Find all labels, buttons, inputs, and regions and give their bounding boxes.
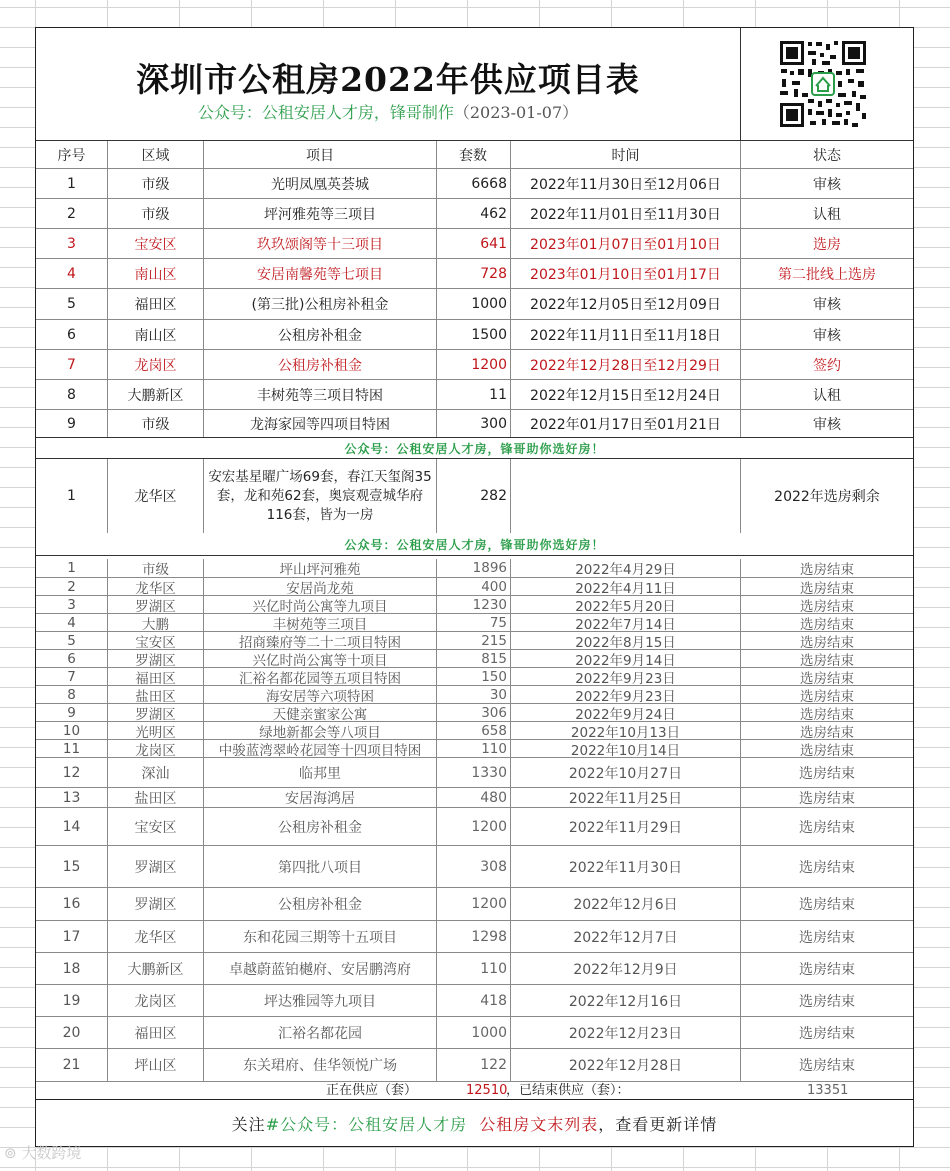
table-row bbox=[36, 577, 913, 595]
cell-area: 大鹏新区 bbox=[107, 380, 203, 409]
subtitle-account: 公众号：公租安居人才房，锋哥制作 bbox=[197, 103, 454, 122]
header-cell-project: 项目 bbox=[203, 141, 436, 168]
table-row bbox=[36, 984, 913, 1016]
cell-project: 兴亿时尚公寓等九项目 bbox=[203, 596, 436, 613]
cell-area: 市级 bbox=[107, 559, 203, 577]
cell-time: 2022年11月25日 bbox=[510, 788, 740, 807]
cell-status: 选房结束 bbox=[740, 578, 913, 595]
footer-account: #公众号：公租安居人才房 bbox=[265, 1114, 468, 1134]
cell-project: 丰树苑等三项目 bbox=[203, 614, 436, 631]
cell-area: 龙岗区 bbox=[107, 985, 203, 1016]
cell-project: 东关珺府、佳华领悦广场 bbox=[203, 1049, 436, 1081]
cell-project: 安居海鸿居 bbox=[203, 788, 436, 807]
cell-no: 9 bbox=[67, 415, 76, 432]
cell-no: 9 bbox=[67, 704, 76, 721]
cell-no: 4 bbox=[67, 265, 76, 282]
cell-project: 坪河雅苑等三项目 bbox=[203, 199, 436, 228]
table-row bbox=[36, 168, 913, 198]
cell-area: 光明区 bbox=[107, 722, 203, 739]
cell-status: 选房结束 bbox=[740, 953, 913, 984]
cell-no: 3 bbox=[67, 235, 76, 252]
table-row bbox=[36, 319, 913, 349]
cell-project: 公租房补租金 bbox=[203, 808, 436, 845]
cell-no: 18 bbox=[62, 960, 81, 977]
cell-units: 6668 bbox=[436, 169, 510, 198]
cell-project: 玖玖颂阁等十三项目 bbox=[203, 229, 436, 258]
table-row bbox=[36, 595, 913, 613]
cell-status: 选房结束 bbox=[740, 632, 913, 649]
table-row bbox=[36, 228, 913, 258]
cell-time: 2022年9月23日 bbox=[510, 686, 740, 703]
supplying-value: 12510 bbox=[466, 1083, 508, 1098]
table-row bbox=[36, 787, 913, 807]
cell-area: 龙岗区 bbox=[107, 350, 203, 379]
footer-notice bbox=[36, 1099, 913, 1146]
title-area bbox=[36, 28, 740, 140]
cell-status: 审核 bbox=[740, 320, 913, 349]
cell-time: 2022年9月14日 bbox=[510, 650, 740, 667]
cell-no: 8 bbox=[67, 386, 76, 403]
cell-no: 1 bbox=[67, 175, 76, 192]
page-title: 深圳市公租房2022年供应项目表 bbox=[136, 60, 640, 99]
cell-units: 122 bbox=[436, 1049, 510, 1081]
cell-status: 选房结束 bbox=[740, 722, 913, 739]
cell-time: 2022年11月29日 bbox=[510, 808, 740, 845]
cell-area: 罗湖区 bbox=[107, 704, 203, 721]
watermark-text: 大数跨境 bbox=[21, 1144, 82, 1162]
cell-no: 11 bbox=[62, 740, 81, 757]
cell-project: 坪山坪河雅苑 bbox=[203, 559, 436, 577]
table-row bbox=[36, 703, 913, 721]
cell-status: 选房结束 bbox=[740, 668, 913, 685]
header-cell-no: 序号 bbox=[57, 147, 86, 164]
cell-time: 2022年12月7日 bbox=[510, 921, 740, 952]
header-cell-time: 时间 bbox=[510, 141, 740, 168]
cell-no: 12 bbox=[62, 764, 81, 781]
footer-prefix: 关注 bbox=[231, 1114, 266, 1134]
cell-project: 汇裕名都花园 bbox=[203, 1017, 436, 1048]
cell-time: 2022年10月13日 bbox=[510, 722, 740, 739]
cell-status: 选房结束 bbox=[740, 704, 913, 721]
cell-project: 汇裕名都花园等五项目特困 bbox=[203, 668, 436, 685]
cell-project: 安居南馨苑等七项目 bbox=[203, 259, 436, 288]
table-row bbox=[36, 757, 913, 787]
cell-units: 728 bbox=[436, 259, 510, 288]
cell-no: 5 bbox=[67, 296, 76, 312]
cell-area: 福田区 bbox=[107, 289, 203, 319]
supply-table-sheet bbox=[35, 27, 914, 1147]
cell-units: 641 bbox=[436, 229, 510, 258]
table-row bbox=[36, 1016, 913, 1048]
cell-units: 308 bbox=[436, 846, 510, 887]
cell-project: 临邦里 bbox=[203, 758, 436, 787]
cell-no: 21 bbox=[62, 1057, 81, 1073]
cell-units: 1000 bbox=[436, 289, 510, 319]
cell-status: 认租 bbox=[740, 380, 913, 409]
cell-area: 市级 bbox=[107, 410, 203, 437]
table-row bbox=[36, 845, 913, 887]
cell-status: 第二批线上选房 bbox=[740, 259, 913, 288]
table-row bbox=[36, 667, 913, 685]
table-row bbox=[36, 739, 913, 757]
banner-message: 公众号：公租安居人才房，锋哥助你选好房！ bbox=[36, 437, 913, 459]
finished-label: ，已结束供应（套）： bbox=[506, 1083, 630, 1098]
cell-units: 110 bbox=[436, 953, 510, 984]
cell-units: 75 bbox=[436, 614, 510, 631]
cell-units: 400 bbox=[436, 578, 510, 595]
cell-no: 8 bbox=[67, 686, 76, 703]
footer-list: 公租房文末列表 bbox=[479, 1114, 599, 1134]
cell-units: 815 bbox=[436, 650, 510, 667]
cell-time: 2022年9月24日 bbox=[510, 704, 740, 721]
cell-units: 30 bbox=[436, 686, 510, 703]
cell-status: 选房结束 bbox=[740, 1017, 913, 1048]
cell-project: 丰树苑等三项目特困 bbox=[203, 380, 436, 409]
cell-area: 龙华区 bbox=[107, 459, 203, 533]
cell-area: 罗湖区 bbox=[107, 650, 203, 667]
finished-value: 13351 bbox=[807, 1083, 849, 1098]
cell-status: 选房结束 bbox=[740, 559, 913, 577]
cell-project: 中骏蓝湾翠岭花园等十四项目特困 bbox=[203, 740, 436, 757]
cell-no: 3 bbox=[67, 596, 76, 613]
cell-no: 1 bbox=[67, 488, 76, 504]
cell-time: 2022年4月11日 bbox=[510, 578, 740, 595]
cell-time bbox=[510, 459, 740, 533]
cell-status: 签约 bbox=[740, 350, 913, 379]
qr-area bbox=[740, 28, 916, 140]
cell-area: 福田区 bbox=[107, 1017, 203, 1048]
cell-area: 南山区 bbox=[107, 259, 203, 288]
cell-no: 5 bbox=[67, 632, 76, 649]
cell-project: 第四批八项目 bbox=[203, 846, 436, 887]
cell-project: 招商臻府等二十二项目特困 bbox=[203, 632, 436, 649]
cell-area: 盐田区 bbox=[107, 686, 203, 703]
table-row bbox=[36, 198, 913, 228]
cell-area: 龙岗区 bbox=[107, 740, 203, 757]
cell-no: 7 bbox=[67, 668, 76, 685]
cell-project: 海安居等六项特困 bbox=[203, 686, 436, 703]
cell-status: 选房结束 bbox=[740, 921, 913, 952]
cell-status: 选房结束 bbox=[740, 1049, 913, 1081]
cell-no: 2 bbox=[67, 205, 76, 222]
cell-time: 2022年10月14日 bbox=[510, 740, 740, 757]
cell-time: 2022年11月01日至11月30日 bbox=[510, 199, 740, 228]
cell-status: 选房 bbox=[740, 229, 913, 258]
cell-area: 盐田区 bbox=[107, 788, 203, 807]
cell-time: 2023年01月10日至01月17日 bbox=[510, 259, 740, 288]
header-cell-status: 状态 bbox=[740, 141, 913, 168]
cell-units: 462 bbox=[436, 199, 510, 228]
banner-message: 公众号：公租安居人才房，锋哥助你选好房！ bbox=[36, 534, 913, 556]
cell-project: 光明凤凰英荟城 bbox=[203, 169, 436, 198]
cell-status: 选房结束 bbox=[740, 888, 913, 920]
cell-area: 龙华区 bbox=[107, 921, 203, 952]
cell-units: 300 bbox=[436, 410, 510, 437]
cell-units: 1500 bbox=[436, 320, 510, 349]
cell-status: 选房结束 bbox=[740, 596, 913, 613]
cell-units: 658 bbox=[436, 722, 510, 739]
cell-no: 4 bbox=[67, 614, 76, 631]
cell-units: 1896 bbox=[436, 559, 510, 577]
cell-time: 2022年12月28日 bbox=[510, 1049, 740, 1081]
table-row bbox=[36, 920, 913, 952]
cell-units: 1000 bbox=[436, 1017, 510, 1048]
cell-time: 2022年7月14日 bbox=[510, 614, 740, 631]
cell-no: 6 bbox=[67, 650, 76, 667]
cell-units: 215 bbox=[436, 632, 510, 649]
cell-no: 14 bbox=[62, 818, 81, 835]
footer-suffix: ，查看更新详情 bbox=[598, 1114, 718, 1134]
cell-time: 2022年12月05日至12月09日 bbox=[510, 289, 740, 319]
cell-area: 罗湖区 bbox=[107, 846, 203, 887]
cell-time: 2022年11月11日至11月18日 bbox=[510, 320, 740, 349]
table-row bbox=[36, 649, 913, 667]
header-cell-area: 区域 bbox=[107, 141, 203, 168]
cell-project: 龙海家园等四项目特困 bbox=[203, 410, 436, 437]
cell-units: 1200 bbox=[436, 808, 510, 845]
cell-project: (第三批)公租房补租金 bbox=[203, 289, 436, 319]
cell-time: 2022年8月15日 bbox=[510, 632, 740, 649]
cell-project: 东和花园三期等十五项目 bbox=[203, 921, 436, 952]
cell-area: 南山区 bbox=[107, 320, 203, 349]
cell-no: 13 bbox=[62, 789, 81, 806]
cell-units: 1200 bbox=[436, 350, 510, 379]
cell-units: 150 bbox=[436, 668, 510, 685]
page-subtitle bbox=[36, 100, 740, 123]
cell-status: 选房结束 bbox=[740, 650, 913, 667]
cell-area: 罗湖区 bbox=[107, 596, 203, 613]
cell-no: 2 bbox=[67, 578, 76, 595]
cell-time: 2022年12月16日 bbox=[510, 985, 740, 1016]
cell-project: 公租房补租金 bbox=[203, 320, 436, 349]
qr-code-icon bbox=[778, 39, 868, 129]
header-cell-units: 套数 bbox=[436, 141, 510, 168]
cell-units: 1230 bbox=[436, 596, 510, 613]
cell-no: 7 bbox=[67, 356, 76, 373]
cell-time: 2022年12月28日至12月29日 bbox=[510, 350, 740, 379]
cell-units: 1200 bbox=[436, 888, 510, 920]
cell-project: 安居尚龙苑 bbox=[203, 578, 436, 595]
cell-area: 福田区 bbox=[107, 668, 203, 685]
cell-time: 2022年11月30日至12月06日 bbox=[510, 169, 740, 198]
cell-units: 11 bbox=[436, 380, 510, 409]
table-row bbox=[36, 409, 913, 437]
cell-units: 306 bbox=[436, 704, 510, 721]
cell-time: 2022年10月27日 bbox=[510, 758, 740, 787]
cell-no: 20 bbox=[62, 1024, 81, 1041]
cell-project: 公租房补租金 bbox=[203, 350, 436, 379]
cell-area: 大鹏新区 bbox=[107, 953, 203, 984]
cell-area: 宝安区 bbox=[107, 808, 203, 845]
cell-time: 2022年11月30日 bbox=[510, 846, 740, 887]
cell-no: 10 bbox=[62, 722, 81, 739]
cell-status: 选房结束 bbox=[740, 758, 913, 787]
cell-status: 审核 bbox=[740, 289, 913, 319]
cell-no: 19 bbox=[62, 992, 81, 1009]
cell-area: 市级 bbox=[107, 169, 203, 198]
cell-status: 2022年选房剩余 bbox=[740, 459, 913, 533]
cell-no: 17 bbox=[62, 928, 81, 945]
table-row bbox=[36, 685, 913, 703]
table-header-row bbox=[36, 140, 913, 168]
cell-status: 选房结束 bbox=[740, 740, 913, 757]
cell-status: 审核 bbox=[740, 410, 913, 437]
cell-area: 市级 bbox=[107, 199, 203, 228]
cell-area: 罗湖区 bbox=[107, 888, 203, 920]
table-row bbox=[36, 721, 913, 739]
cell-time: 2022年9月23日 bbox=[510, 668, 740, 685]
cell-no: 16 bbox=[62, 896, 81, 912]
totals-row bbox=[36, 1081, 913, 1099]
cell-status: 选房结束 bbox=[740, 614, 913, 631]
cell-time: 2022年5月20日 bbox=[510, 596, 740, 613]
table-row bbox=[36, 258, 913, 288]
table-row bbox=[36, 559, 913, 577]
cell-project: 公租房补租金 bbox=[203, 888, 436, 920]
cell-units: 282 bbox=[436, 459, 510, 533]
cell-no: 6 bbox=[67, 326, 76, 343]
table-row bbox=[36, 887, 913, 920]
table-row bbox=[36, 613, 913, 631]
cell-area: 深汕 bbox=[107, 758, 203, 787]
table-row bbox=[36, 1048, 913, 1081]
cell-project: 坪达雅园等九项目 bbox=[203, 985, 436, 1016]
cell-units: 1298 bbox=[436, 921, 510, 952]
cell-time: 2022年12月9日 bbox=[510, 953, 740, 984]
cell-units: 418 bbox=[436, 985, 510, 1016]
subtitle-date: （2023-01-07） bbox=[453, 103, 579, 122]
cell-time: 2022年12月23日 bbox=[510, 1017, 740, 1048]
cell-project: 绿地新都会等八项目 bbox=[203, 722, 436, 739]
cell-project: 安宏基星曜广场69套，春江天玺阁35套，龙和苑62套，奥宸观壹城华府116套，皆为一房 bbox=[203, 459, 436, 533]
cell-no: 1 bbox=[67, 560, 76, 576]
cell-units: 1330 bbox=[436, 758, 510, 787]
cell-status: 认租 bbox=[740, 199, 913, 228]
cell-status: 选房结束 bbox=[740, 686, 913, 703]
cell-time: 2023年01月07日至01月10日 bbox=[510, 229, 740, 258]
table-row bbox=[36, 952, 913, 984]
cell-time: 2022年4月29日 bbox=[510, 559, 740, 577]
table-row bbox=[36, 379, 913, 409]
cell-status: 选房结束 bbox=[740, 985, 913, 1016]
cell-project: 兴亿时尚公寓等十项目 bbox=[203, 650, 436, 667]
cell-project: 卓越蔚蓝铂樾府、安居鹏湾府 bbox=[203, 953, 436, 984]
cell-no: 15 bbox=[62, 858, 81, 875]
watermark: ⊚ 大数跨境 bbox=[4, 1144, 82, 1162]
cell-area: 坪山区 bbox=[107, 1049, 203, 1081]
cell-time: 2022年01月17日至01月21日 bbox=[510, 410, 740, 437]
cell-time: 2022年12月6日 bbox=[510, 888, 740, 920]
table-row bbox=[36, 459, 913, 533]
table-row bbox=[36, 631, 913, 649]
supplying-label: 正在供应（套） bbox=[326, 1083, 418, 1098]
cell-status: 审核 bbox=[740, 169, 913, 198]
cell-time: 2022年12月15日至12月24日 bbox=[510, 380, 740, 409]
cell-area: 大鹏 bbox=[107, 614, 203, 631]
cell-status: 选房结束 bbox=[740, 846, 913, 887]
table-row bbox=[36, 807, 913, 845]
cell-status: 选房结束 bbox=[740, 808, 913, 845]
table-row bbox=[36, 349, 913, 379]
cell-units: 480 bbox=[436, 788, 510, 807]
cell-area: 宝安区 bbox=[107, 632, 203, 649]
cell-units: 110 bbox=[436, 740, 510, 757]
table-row bbox=[36, 288, 913, 319]
cell-area: 宝安区 bbox=[107, 229, 203, 258]
cell-status: 选房结束 bbox=[740, 788, 913, 807]
cell-project: 天健亲蜜家公寓 bbox=[203, 704, 436, 721]
cell-area: 龙华区 bbox=[107, 578, 203, 595]
